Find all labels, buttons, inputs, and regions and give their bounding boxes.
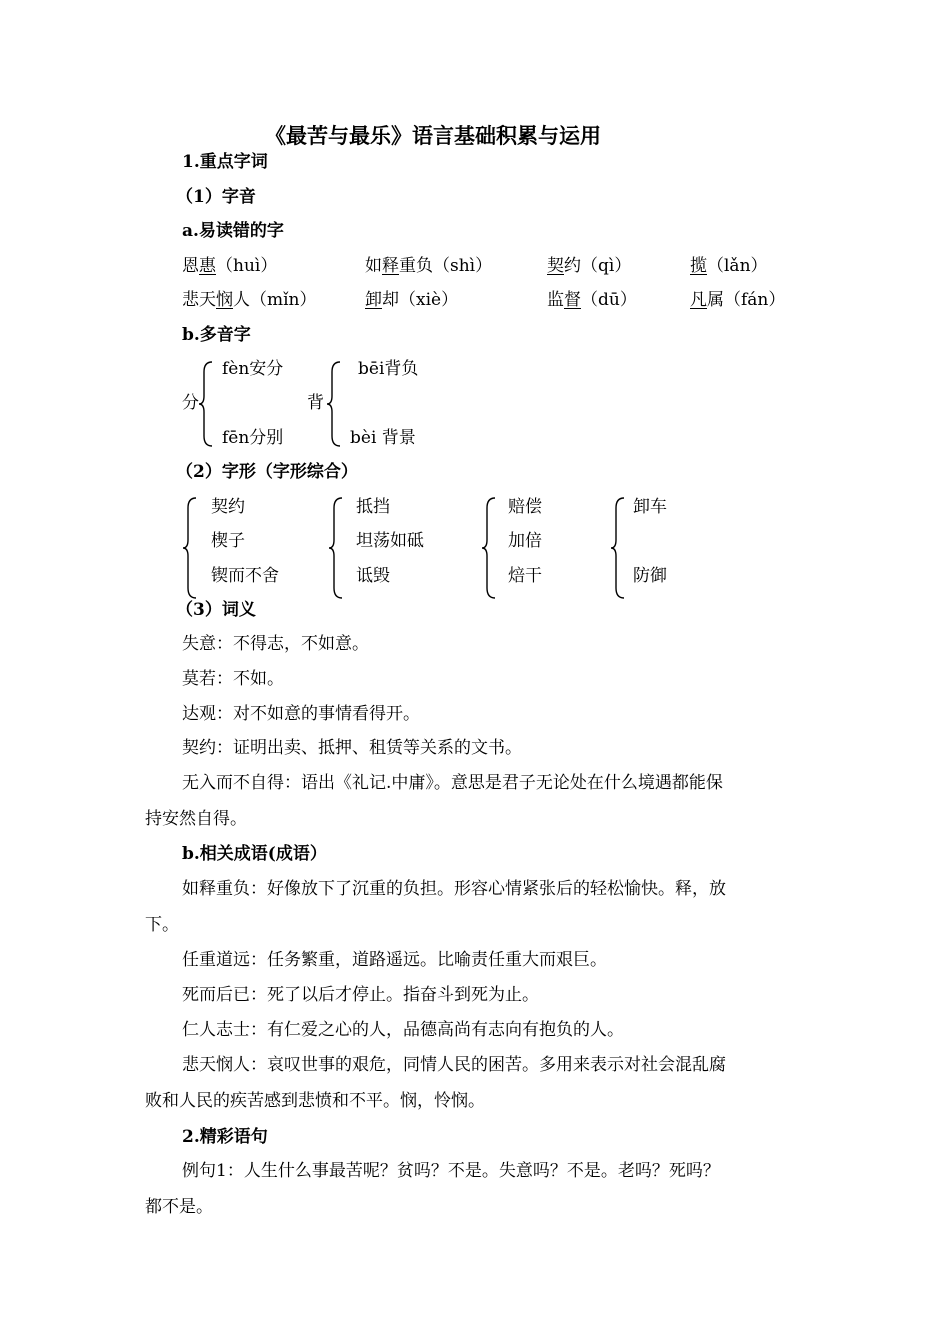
idiom-line: 仁人志士：有仁爱之心的人，品德高尚有志向有抱负的人。 xyxy=(182,1020,624,1040)
brace-icon xyxy=(198,360,214,448)
pron-item: 契约（qì） xyxy=(547,256,632,276)
meaning-line: 契约：证明出卖、抵押、租赁等关系的文书。 xyxy=(182,738,522,758)
heading-polyphonic: b.多音字 xyxy=(182,325,251,345)
shape-word: 抵挡 xyxy=(356,497,390,517)
heading-idioms: b.相关成语(成语） xyxy=(182,844,327,864)
brace-icon xyxy=(328,496,344,600)
idiom-line: 如释重负：好像放下了沉重的负担。形容心情紧张后的轻松愉快。释，放 xyxy=(182,879,726,899)
poly-char-bei: 背 xyxy=(307,393,324,413)
shape-word: 锲而不舍 xyxy=(211,566,279,586)
section-key-sentences: 2.精彩语句 xyxy=(182,1127,268,1147)
subsection-pronunciation: （1）字音 xyxy=(176,187,256,207)
brace-icon xyxy=(481,496,497,600)
idiom-line: 悲天悯人：哀叹世事的艰危，同情人民的困苦。多用来表示对社会混乱腐 xyxy=(182,1055,726,1075)
section-key-words: 1.重点字词 xyxy=(182,152,268,172)
shape-word: 诋毁 xyxy=(356,566,390,586)
subsection-char-shape: （2）字形（字形综合） xyxy=(176,462,358,482)
example-line: 例句1：人生什么事最苦呢？贫吗？不是。失意吗？不是。老吗？死吗？ xyxy=(182,1161,720,1181)
pron-item: 揽（lǎn） xyxy=(690,256,768,276)
shape-word: 楔子 xyxy=(211,531,245,551)
poly-fen-top: fèn安分 xyxy=(222,359,284,379)
pron-item: 监督（dū） xyxy=(547,290,637,310)
brace-icon xyxy=(610,496,626,600)
shape-word: 防御 xyxy=(633,566,667,586)
poly-fen-bottom: fēn分别 xyxy=(222,428,284,448)
brace-icon xyxy=(326,360,342,448)
subsection-meanings: （3）词义 xyxy=(176,600,256,620)
idiom-line: 下。 xyxy=(145,915,179,935)
shape-word: 卸车 xyxy=(633,497,667,517)
pron-item: 恩惠（huì） xyxy=(182,256,278,276)
shape-word: 赔偿 xyxy=(508,497,542,517)
pron-item: 卸却（xiè） xyxy=(365,290,459,310)
pron-item: 凡属（fán） xyxy=(690,290,786,310)
shape-word: 契约 xyxy=(211,497,245,517)
shape-word: 焙干 xyxy=(508,566,542,586)
shape-word: 坦荡如砥 xyxy=(356,531,424,551)
idiom-line: 任重道远：任务繁重，道路遥远。比喻责任重大而艰巨。 xyxy=(182,950,607,970)
meaning-line: 达观：对不如意的事情看得开。 xyxy=(182,704,420,724)
pron-item: 悲天悯人（mǐn） xyxy=(182,290,317,310)
idiom-line: 败和人民的疾苦感到悲愤和不平。悯，怜悯。 xyxy=(145,1091,485,1111)
idiom-line: 死而后已：死了以后才停止。指奋斗到死为止。 xyxy=(182,985,539,1005)
example-line: 都不是。 xyxy=(145,1197,213,1217)
meaning-line: 莫若：不如。 xyxy=(182,669,284,689)
brace-icon xyxy=(182,496,198,600)
shape-word: 加倍 xyxy=(508,531,542,551)
meaning-line: 持安然自得。 xyxy=(145,809,247,829)
heading-misread-chars: a.易读错的字 xyxy=(182,221,284,241)
poly-bei-top: bēi背负 xyxy=(358,359,419,379)
page-title: 《最苦与最乐》语言基础积累与运用 xyxy=(265,123,601,148)
pron-item: 如释重负（shì） xyxy=(365,256,493,276)
poly-bei-bottom: bèi 背景 xyxy=(350,428,416,448)
meaning-line: 失意：不得志，不如意。 xyxy=(182,634,369,654)
poly-char-fen: 分 xyxy=(182,393,199,413)
meaning-line: 无入而不自得：语出《礼记.中庸》。意思是君子无论处在什么境遇都能保 xyxy=(182,773,723,793)
